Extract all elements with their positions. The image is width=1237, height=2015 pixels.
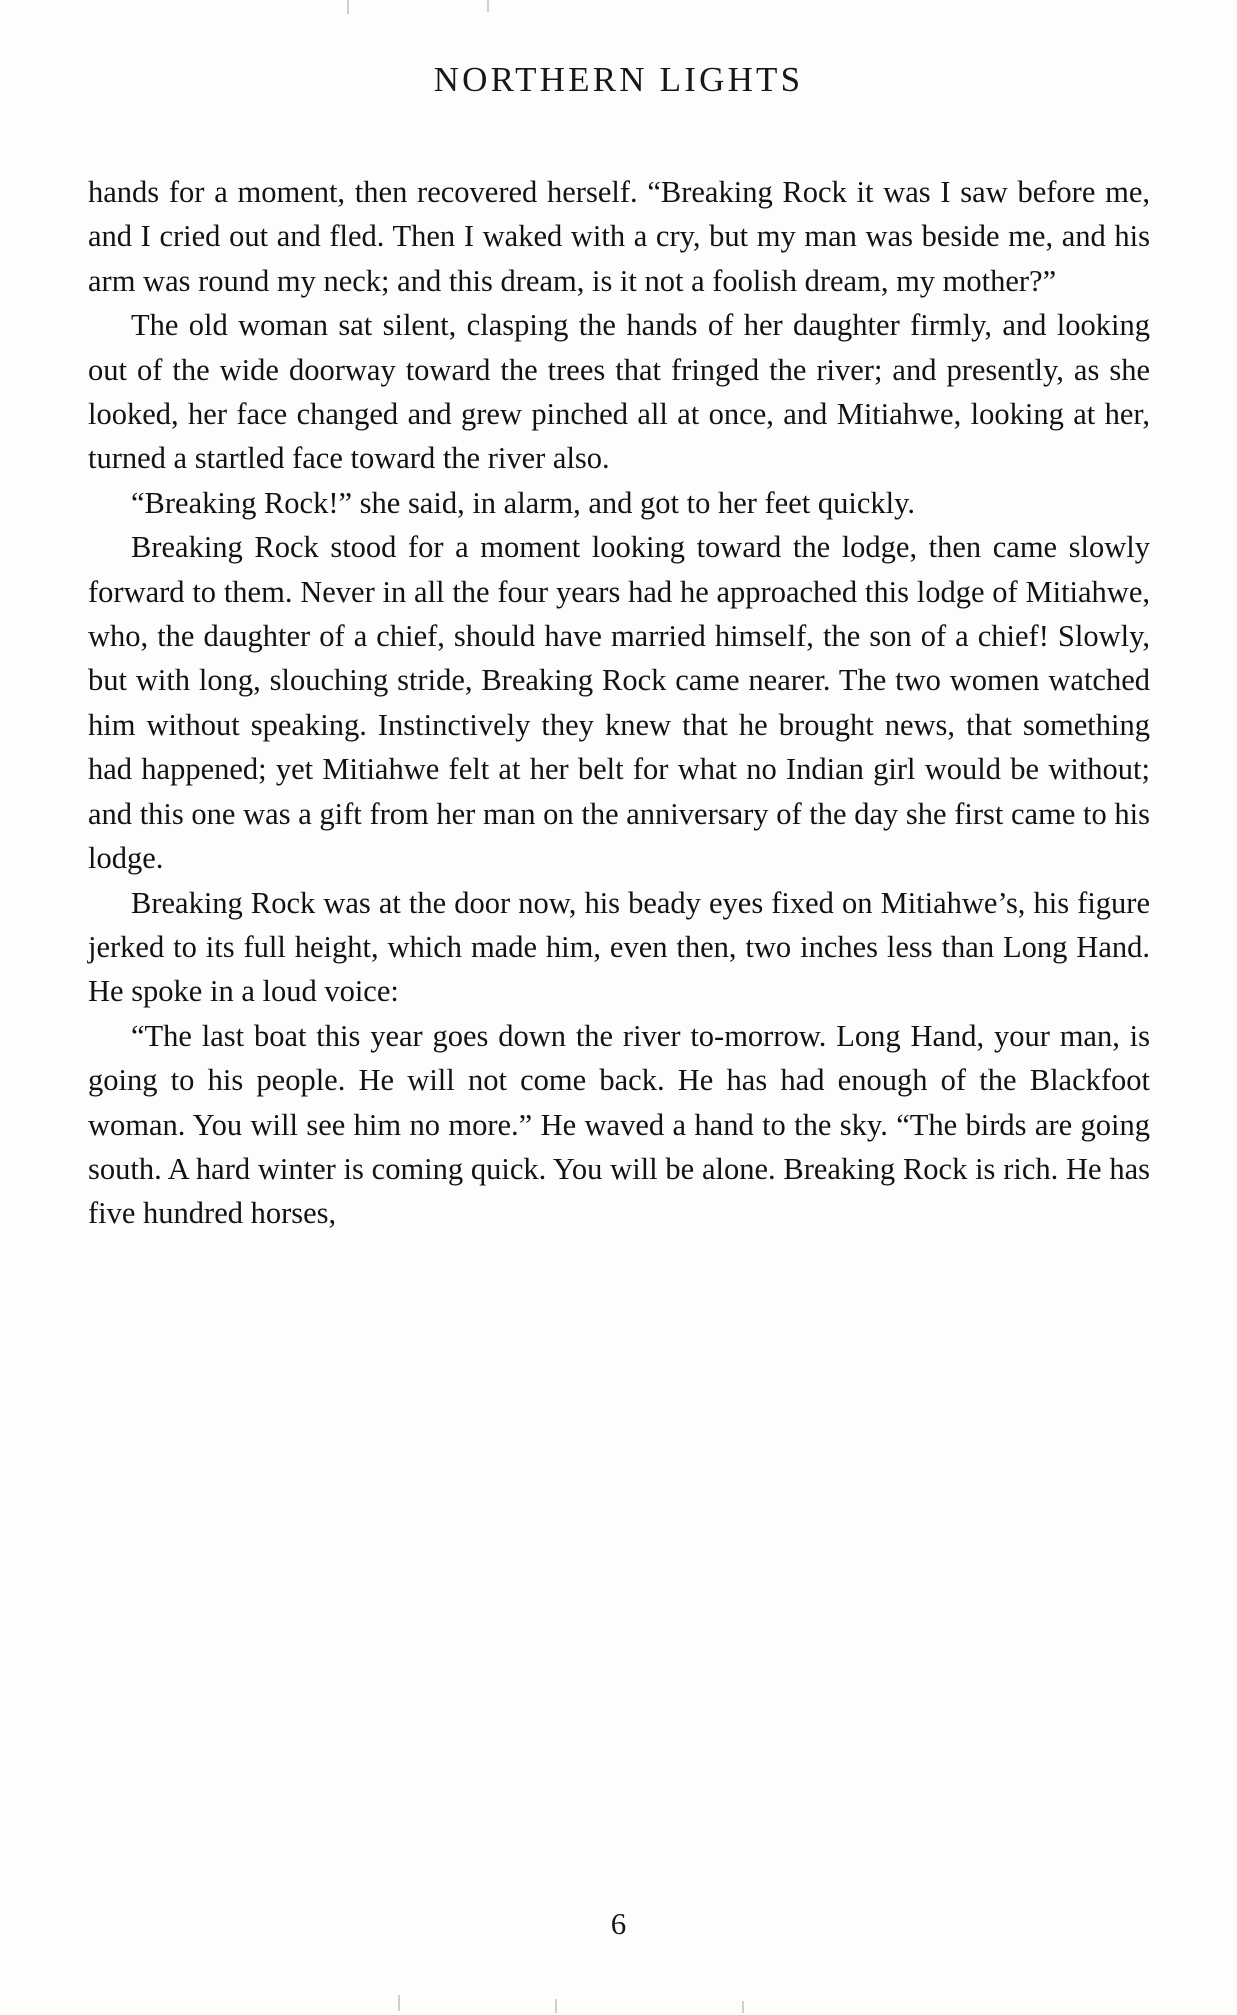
page-body-text: [88, 170, 1150, 1236]
paragraph: hands for a moment, then recovered herself. “Breaking Rock it was I saw before me, and I cried out and fled. Then I waked with a cry, but my man was beside me, and his arm was round my neck; and this dream, is it not a foolish dream, my mother?”: [88, 175, 1150, 298]
scan-edge-mark: [487, 0, 489, 12]
scan-edge-mark: [398, 1995, 400, 2011]
scan-edge-mark: [742, 2001, 744, 2013]
paragraph: “Breaking Rock!” she said, in alarm, and got to her feet quickly.: [131, 485, 915, 520]
scan-edge-mark: [347, 0, 349, 14]
page-number: 6: [610, 1906, 627, 1941]
page-running-head: NORTHERN LIGHTS: [433, 60, 804, 99]
paragraph: Breaking Rock stood for a moment looking toward the lodge, then came slowly forward to them. Never in all the four years had he approached this lodge of Mitiahwe, who, the daughter of a chief, should have married himself, the son of a chief! Slowly, but with long, slouching stride, Breaking Rock came nearer. The two women watched him without speaking. Instinctively they knew that he brought news, that something had happened; yet Mitiahwe felt at her belt for what no Indian girl would be without; and this one was a gift from her man on the anniversary of the day she first came to his lodge.: [88, 530, 1150, 876]
paragraph: “The last boat this year goes down the river to-morrow. Long Hand, your man, is going to his people. He will not come back. He has had enough of the Blackfoot woman. You will see him no more.” He waved a hand to the sky. “The birds are going south. A hard winter is coming quick. You will be alone. Breaking Rock is rich. He has five hundred horses,: [88, 1018, 1150, 1231]
paragraph: The old woman sat silent, clasping the hands of her daughter firmly, and looking out of the wide doorway toward the trees that fringed the river; and presently, as she looked, her face changed and grew pinched all at once, and Mitiahwe, looking at her, turned a startled face toward the river also.: [88, 308, 1150, 476]
scan-edge-mark: [555, 1999, 557, 2013]
paragraph: Breaking Rock was at the door now, his beady eyes fixed on Mitiahwe’s, his figure jerked to its full height, which made him, even then, two inches less than Long Hand. He spoke in a loud voice:: [88, 885, 1150, 1009]
